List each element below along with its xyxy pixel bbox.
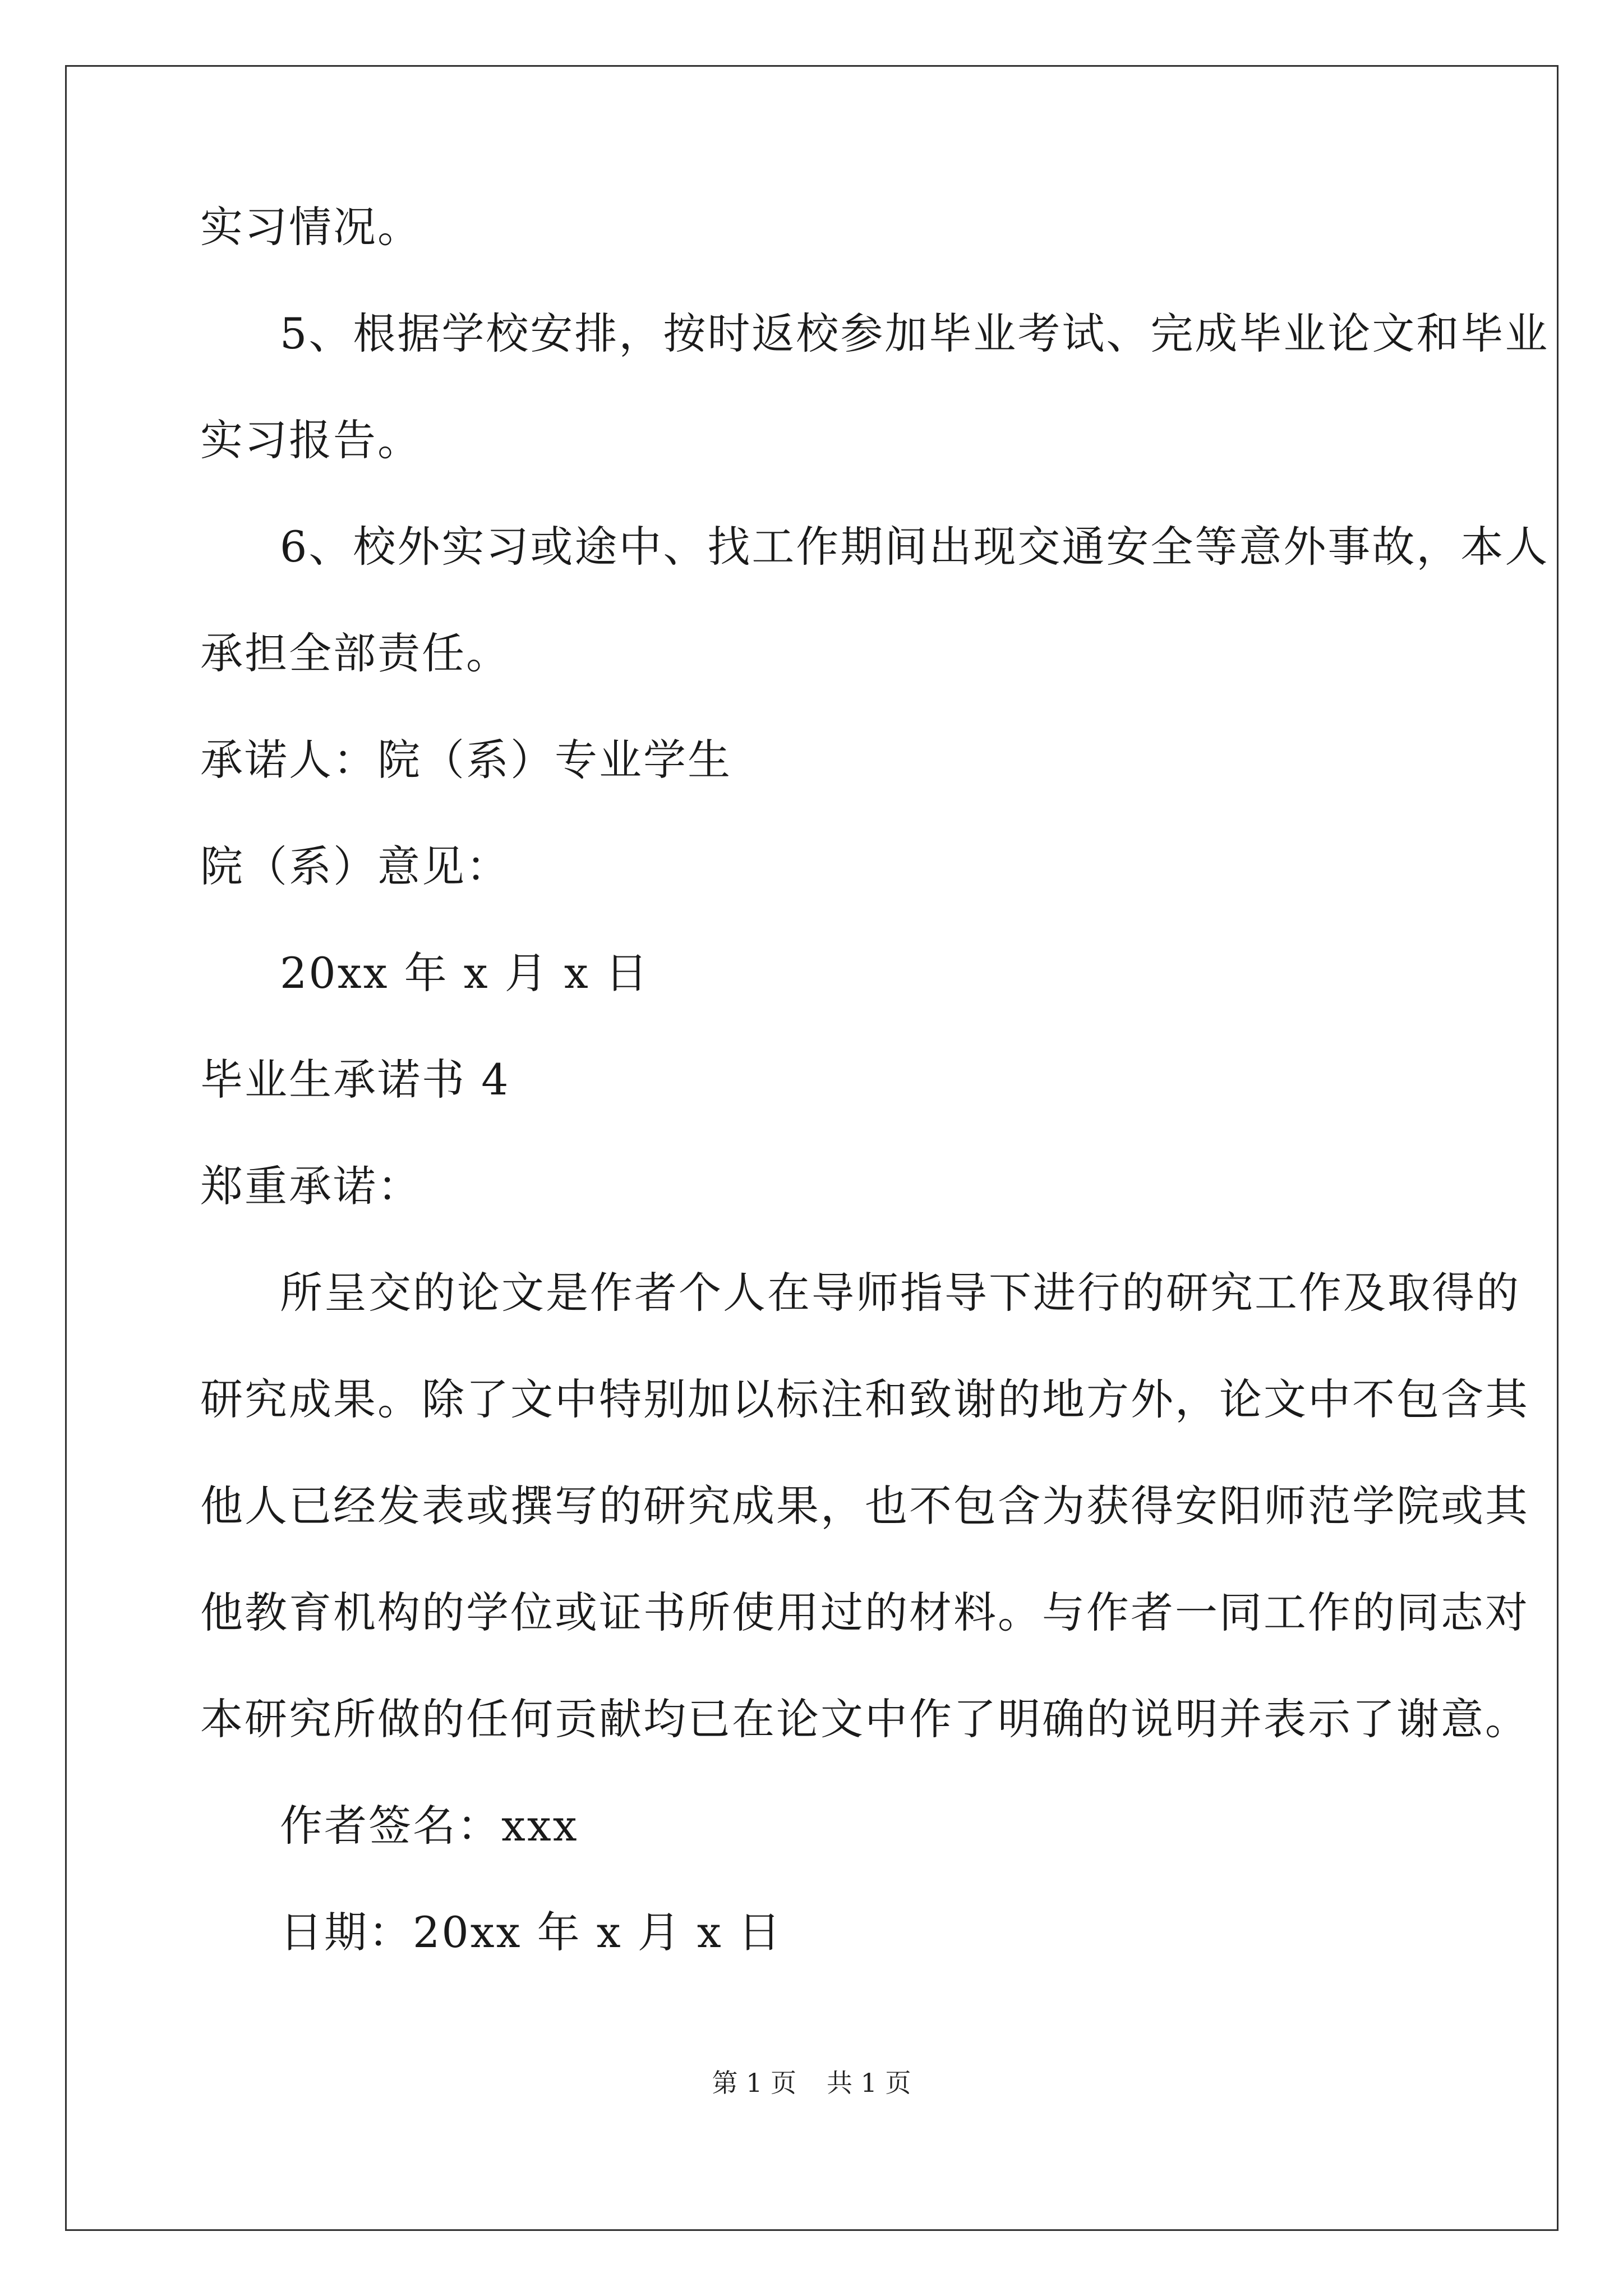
text-line: 所呈交的论文是作者个人在导师指导下进行的研究工作及取得的: [280, 1268, 1520, 1318]
text-line: 实习报告。: [200, 415, 422, 465]
author-signature-line: 作者签名：xxx: [280, 1801, 579, 1851]
text-line: 他人已经发表或撰写的研究成果，也不包含为获得安阳师范学院或其: [200, 1481, 1529, 1531]
text-line: 郑重承诺：: [200, 1161, 422, 1211]
date-line: 日期：20xx 年 x 月 x 日: [280, 1907, 782, 1957]
text-line: 承担全部责任。: [200, 628, 510, 678]
text-line: 6、校外实习或途中、找工作期间出现交通安全等意外事故，本人: [280, 522, 1550, 572]
page-footer: [0, 2066, 1623, 2100]
text-line: 实习情况。: [200, 202, 422, 252]
text-line: 他教育机构的学位或证书所使用过的材料。与作者一同工作的同志对: [200, 1588, 1529, 1637]
section-title: 毕业生承诺书 4: [200, 1055, 510, 1105]
date-line: 20xx 年 x 月 x 日: [280, 948, 649, 998]
page-number: 第 1 页: [712, 2068, 796, 2098]
text-line: 本研究所做的任何贡献均已在论文中作了明确的说明并表示了谢意。: [200, 1694, 1529, 1744]
text-line: 5、根据学校安排，按时返校参加毕业考试、完成毕业论文和毕业: [280, 309, 1550, 358]
page-total: 共 1 页: [827, 2068, 911, 2098]
opinion-line: 院（系）意见：: [200, 841, 510, 891]
signer-line: 承诺人：院（系）专业学生: [200, 735, 732, 785]
text-line: 研究成果。除了文中特别加以标注和致谢的地方外，论文中不包含其: [200, 1374, 1529, 1424]
